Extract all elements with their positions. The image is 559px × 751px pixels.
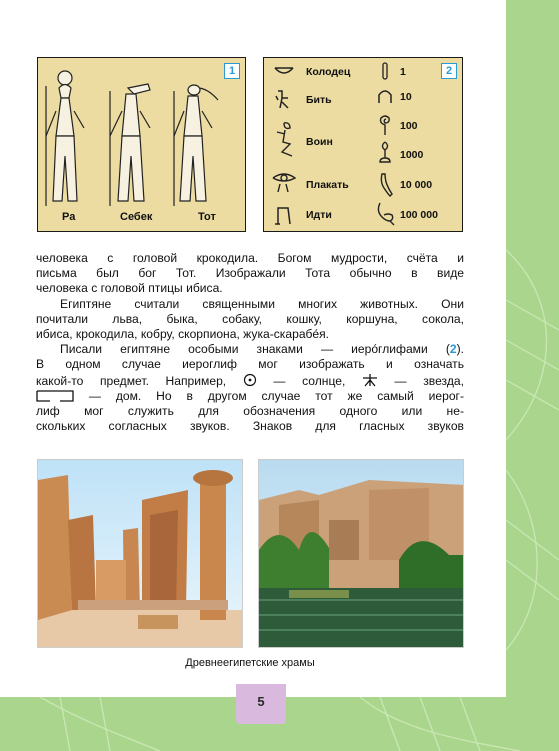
god-name-tot: Тот <box>198 211 216 223</box>
strike-glyph-icon <box>272 88 296 110</box>
temple-photo-lake <box>258 459 464 648</box>
house-glyph-icon <box>36 390 74 402</box>
page-number-tab <box>236 684 286 724</box>
lotus-glyph-icon <box>376 140 394 166</box>
numeral-1000: 1000 <box>400 149 424 161</box>
photo-caption: Древнеегипетские храмы <box>185 657 315 669</box>
coil-rope-glyph-icon <box>376 113 394 137</box>
text-line <box>36 389 464 404</box>
temple-photo-columns <box>37 459 243 648</box>
text-fragment: — солнце, <box>273 373 346 388</box>
star-glyph-icon <box>362 373 378 387</box>
text-line: письма был бог Тот. Изображали Тота обычно в виде <box>36 266 464 281</box>
text-line: Египтяне считали священными многих животных. Они <box>60 296 464 311</box>
hieroglyphs-figure-panel <box>263 57 463 232</box>
glyph-label-walk: Идти <box>306 209 332 221</box>
figure-badge: 2 <box>441 63 457 79</box>
text-fragment: какой-то предмет. Например, <box>36 373 227 388</box>
numeral-100: 100 <box>400 120 418 132</box>
text-line: В одном случае иероглиф мог изображать и означать <box>36 357 464 372</box>
gods-figure-panel <box>37 57 246 232</box>
tadpole-glyph-icon <box>374 201 396 227</box>
god-name-ra: Ра <box>62 211 76 223</box>
text-fragment: — дом. Но в другом случае тот же самый иерог- <box>88 388 464 403</box>
page-number: 5 <box>257 694 265 709</box>
god-name-sebek: Себек <box>120 211 153 223</box>
text-fragment: ). <box>456 342 464 357</box>
text-line: скольких согласных звуков. Знаков для гласных звуков <box>36 419 464 434</box>
text-fragment: — звезда, <box>394 373 464 388</box>
text-line <box>36 373 464 389</box>
text-line: ибиса, крокодила, кобру, скорпиона, жука-скарабе́я. <box>36 327 329 342</box>
weep-glyph-icon <box>270 170 298 194</box>
numeral-1: 1 <box>400 66 406 78</box>
egyptian-gods-illustration <box>38 66 244 216</box>
body-text <box>36 251 464 434</box>
sun-glyph-icon <box>243 373 257 387</box>
text-line: лиф мог служить для обозначения одного или не- <box>36 404 464 419</box>
heel-glyph-icon <box>376 87 394 105</box>
text-line: человека с головой птицы ибиса. <box>36 281 223 296</box>
figure-badge: 1 <box>224 63 240 79</box>
numeral-100000: 100 000 <box>400 209 438 221</box>
stroke-glyph-icon <box>378 61 392 81</box>
text-line: человека с головой крокодила. Богом мудрости, счёта и <box>36 251 464 265</box>
warrior-glyph-icon <box>272 120 298 160</box>
numeral-10000: 10 000 <box>400 179 433 191</box>
glyph-label-well: Колодец <box>306 66 351 78</box>
text-line <box>36 342 464 357</box>
glyph-label-weep: Плакать <box>306 179 349 191</box>
finger-glyph-icon <box>376 172 394 198</box>
well-glyph-icon <box>272 62 296 80</box>
glyph-label-strike: Бить <box>306 94 332 106</box>
walk-glyph-icon <box>272 204 296 226</box>
text-line: почитали льва, быка, собаку, кошку, коршуна, сокола, <box>36 311 464 326</box>
text-fragment: Писали египтяне особыми знаками — иеро́глифами ( <box>60 342 450 357</box>
figure-reference[interactable]: 2 <box>449 342 457 357</box>
glyph-label-warrior: Воин <box>306 136 333 148</box>
numeral-10: 10 <box>400 91 412 103</box>
